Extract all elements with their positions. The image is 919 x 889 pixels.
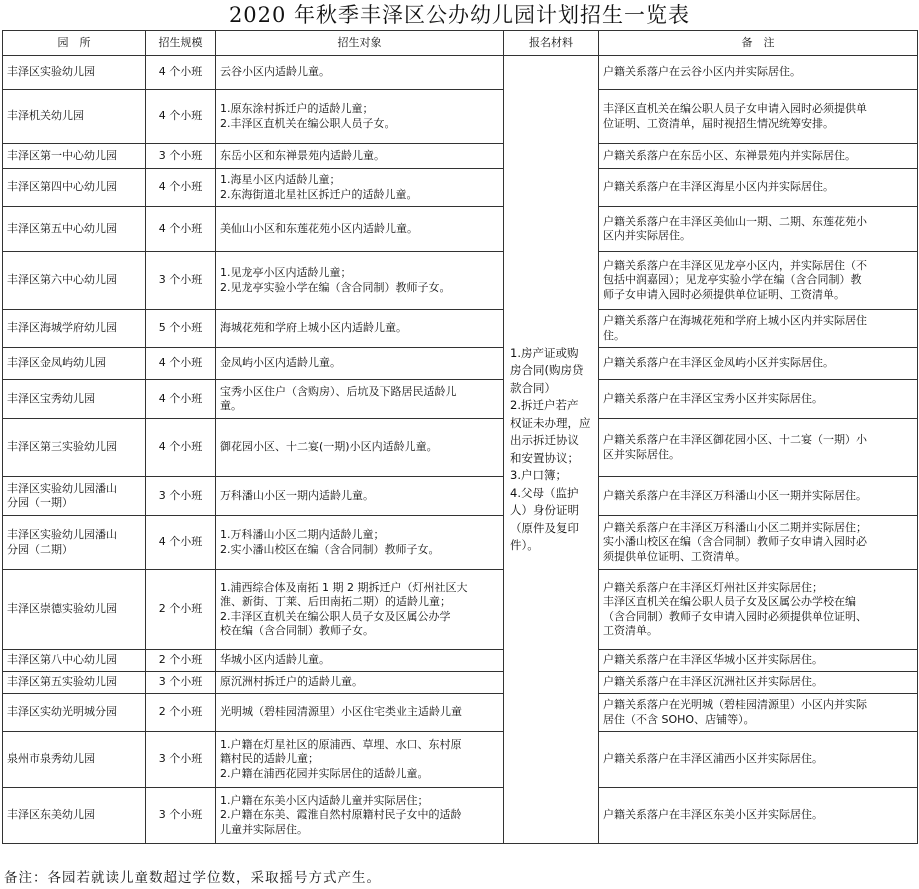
remarks-line: 户籍关系落户在丰泽区见龙亭小区内，并实际居住（不 xyxy=(603,258,867,272)
enrollment-target-line: 1.浦西综合体及南拓 1 期 2 期拆迁户（灯州社区大 xyxy=(220,580,468,594)
school-name-line: 丰泽区海城学府幼儿园 xyxy=(7,321,117,335)
remarks-cell xyxy=(599,732,918,788)
school-name-cell xyxy=(3,144,146,169)
enrollment-target-cell xyxy=(216,477,504,516)
class-count-cell: 4 个小班 xyxy=(146,419,216,477)
class-count-cell: 3 个小班 xyxy=(146,732,216,788)
header-materials: 报名材料 xyxy=(504,31,599,56)
school-name-cell xyxy=(3,207,146,252)
class-count-cell: 3 个小班 xyxy=(146,144,216,169)
table-row xyxy=(3,650,918,672)
footnote: 备注：各园若就读儿童数超过学位数，采取摇号方式产生。 xyxy=(4,870,381,886)
application-material-line: 3.户口簿； xyxy=(510,468,567,482)
enrollment-target-cell xyxy=(216,169,504,207)
school-name-line: 分园（一期） xyxy=(7,496,73,509)
enrollment-target-line: 原沉洲村拆迁户的适龄儿童。 xyxy=(220,675,363,689)
remarks-line: 须提供单位证明、工资清单。 xyxy=(603,549,746,563)
enrollment-target-line: 金凤屿小区内适龄儿童。 xyxy=(220,356,341,370)
class-count-cell: 3 个小班 xyxy=(146,672,216,694)
enrollment-target-line: 1.见龙亭小区内适龄儿童； xyxy=(220,266,352,279)
enrollment-target-cell xyxy=(216,516,504,570)
table-row xyxy=(3,207,918,252)
enrollment-target-line: 童。 xyxy=(220,399,242,412)
school-name-cell xyxy=(3,90,146,144)
remarks-cell xyxy=(599,144,918,169)
application-material-line: 房合同(购房贷 xyxy=(510,363,584,377)
remarks-cell xyxy=(599,672,918,694)
school-name-cell xyxy=(3,570,146,650)
application-material-line: 4.父母（监护 xyxy=(510,485,579,500)
table-row xyxy=(3,144,918,169)
enrollment-target-cell xyxy=(216,694,504,732)
school-name-line: 丰泽区崇德实验幼儿园 xyxy=(7,602,117,616)
school-name-line: 丰泽区第三实验幼儿园 xyxy=(7,440,117,454)
school-name-line: 丰泽区第五实验幼儿园 xyxy=(7,675,117,689)
remarks-line: 师子女申请入园时必须提供单位证明、工资清单。 xyxy=(603,287,845,301)
remarks-line: 户籍关系落户在丰泽区御花园小区、十二宴（一期）小 xyxy=(603,433,867,446)
table-row xyxy=(3,348,918,380)
table-row xyxy=(3,516,918,570)
application-material-line: 和安置协议； xyxy=(510,450,579,465)
remarks-line: 区并实际居住。 xyxy=(603,447,680,461)
class-count-cell: 3 个小班 xyxy=(146,788,216,844)
application-material-line: 人）身份证明 xyxy=(510,503,579,517)
table-row xyxy=(3,570,918,650)
table-row xyxy=(3,252,918,310)
enrollment-target-line: 万科潘山小区一期内适龄儿童。 xyxy=(220,488,374,502)
enrollment-target-line: 1.原东涂村拆迁户的适龄儿童； xyxy=(220,102,374,115)
enrollment-target-cell xyxy=(216,380,504,419)
remarks-cell xyxy=(599,788,918,844)
application-material-line: （原件及复印 xyxy=(510,520,579,535)
school-name-cell xyxy=(3,169,146,207)
enrollment-target-cell xyxy=(216,650,504,672)
remarks-cell xyxy=(599,516,918,570)
table-row xyxy=(3,90,918,144)
enrollment-target-cell xyxy=(216,348,504,380)
class-count-cell: 4 个小班 xyxy=(146,90,216,144)
enrollment-target-cell xyxy=(216,672,504,694)
application-material-line: 出示拆迁协议 xyxy=(510,433,579,447)
remarks-line: 位证明、工资清单，届时视招生情况统筹安排。 xyxy=(603,116,834,130)
school-name-cell xyxy=(3,516,146,570)
school-name-line: 丰泽区宝秀幼儿园 xyxy=(7,391,95,405)
remarks-line: 户籍关系落户在丰泽区沉洲社区并实际居住。 xyxy=(603,675,823,689)
remarks-line: 户籍关系落户在丰泽区浦西小区并实际居住。 xyxy=(603,752,823,766)
enrollment-target-line: 1.户籍在灯星社区的原浦西、草埋、水口、东村原 xyxy=(220,737,462,751)
remarks-line: 户籍关系落户在丰泽区万科潘山小区一期并实际居住。 xyxy=(603,488,867,502)
enrollment-table xyxy=(2,30,918,844)
enrollment-target-line: 海城花苑和学府上城小区内适龄儿童。 xyxy=(220,321,407,335)
enrollment-target-line: 2.实小潘山校区在编（含合同制）教师子女。 xyxy=(220,542,440,556)
school-name-cell xyxy=(3,788,146,844)
enrollment-target-cell xyxy=(216,788,504,844)
school-name-cell xyxy=(3,419,146,477)
header-target: 招生对象 xyxy=(216,31,504,56)
enrollment-target-cell xyxy=(216,56,504,90)
remarks-line: 户籍关系落户在丰泽区美仙山一期、二期、东莲花苑小 xyxy=(603,214,867,228)
table-row xyxy=(3,56,918,90)
remarks-cell xyxy=(599,380,918,419)
remarks-cell xyxy=(599,694,918,732)
school-name-cell xyxy=(3,310,146,348)
application-material-line: 款合同） xyxy=(510,380,556,395)
class-count-cell: 3 个小班 xyxy=(146,477,216,516)
class-count-cell: 4 个小班 xyxy=(146,516,216,570)
remarks-line: 户籍关系落户在丰泽区金凤屿小区并实际居住。 xyxy=(603,356,834,370)
header-notes: 备 注 xyxy=(599,31,918,56)
page-title: 2020 年秋季丰泽区公办幼儿园计划招生一览表 xyxy=(228,3,691,27)
enrollment-target-line: 2.丰泽区直机关在编公职人员子女。 xyxy=(220,116,396,130)
enrollment-target-cell xyxy=(216,252,504,310)
school-name-cell xyxy=(3,252,146,310)
school-name-line: 丰泽区东美幼儿园 xyxy=(7,808,95,822)
enrollment-target-line: 2.户籍在浦西花园并实际居住的适龄儿童。 xyxy=(220,766,429,780)
enrollment-target-line: 宝秀小区住户（含购房）、后坑及下路居民适龄儿 xyxy=(220,384,457,398)
enrollment-target-line: 2.丰泽区直机关在编公职人员子女及区属公办学 xyxy=(220,609,451,623)
school-name-line: 丰泽机关幼儿园 xyxy=(7,109,84,123)
enrollment-target-line: 2.户籍在东美、霞淮自然村原籍村民子女中的适龄 xyxy=(220,808,462,822)
school-name-cell xyxy=(3,56,146,90)
class-count-cell: 2 个小班 xyxy=(146,570,216,650)
enrollment-target-line: 美仙山小区和东莲花苑小区内适龄儿童。 xyxy=(220,221,418,235)
table-row xyxy=(3,310,918,348)
remarks-line: 丰泽区直机关在编公职人员子女申请入园时必须提供单 xyxy=(603,102,867,115)
class-count-cell: 2 个小班 xyxy=(146,650,216,672)
remarks-cell xyxy=(599,570,918,650)
table-row xyxy=(3,169,918,207)
class-count-cell: 4 个小班 xyxy=(146,169,216,207)
school-name-line: 丰泽区实验幼儿园潘山 xyxy=(7,528,117,541)
school-name-line: 丰泽区第八中心幼儿园 xyxy=(7,653,117,667)
table-row xyxy=(3,672,918,694)
remarks-cell xyxy=(599,348,918,380)
enrollment-target-line: 御花园小区、十二宴(一期)小区内适龄儿童。 xyxy=(220,440,438,454)
application-material-line: 2.拆迁户若产 xyxy=(510,398,579,412)
enrollment-target-line: 2.见龙亭实验小学在编（含合同制）教师子女。 xyxy=(220,280,451,294)
header-classes: 招生规模 xyxy=(146,31,216,56)
school-name-cell xyxy=(3,348,146,380)
remarks-line: （含合同制）教师子女申请入园时必须提供单位证明、 xyxy=(603,609,867,623)
school-name-line: 丰泽区第六中心幼儿园 xyxy=(7,273,117,287)
enrollment-target-line: 校在编（含合同制）教师子女。 xyxy=(220,624,374,637)
school-name-line: 泉州市泉秀幼儿园 xyxy=(7,752,95,766)
table-row xyxy=(3,419,918,477)
remarks-cell xyxy=(599,650,918,672)
remarks-cell xyxy=(599,90,918,144)
header-school: 园 所 xyxy=(3,31,146,56)
remarks-cell xyxy=(599,252,918,310)
enrollment-target-line: 1.万科潘山小区二期内适龄儿童； xyxy=(220,528,385,541)
enrollment-target-cell xyxy=(216,732,504,788)
remarks-cell xyxy=(599,477,918,516)
enrollment-target-line: 1.户籍在东美小区内适龄儿童并实际居住； xyxy=(220,793,429,807)
enrollment-target-line: 淮、新街、丁莱、后田南拓二期）的适龄儿童； xyxy=(220,595,451,608)
school-name-line: 丰泽区实验幼儿园潘山 xyxy=(7,481,117,495)
table-row xyxy=(3,380,918,419)
enrollment-target-cell xyxy=(216,570,504,650)
remarks-line: 住。 xyxy=(603,328,625,342)
table-row xyxy=(3,477,918,516)
school-name-cell xyxy=(3,380,146,419)
remarks-line: 户籍关系落户在丰泽区万科潘山小区二期并实际居住； xyxy=(603,520,867,534)
school-name-line: 丰泽区第五中心幼儿园 xyxy=(7,221,117,235)
enrollment-target-line: 2.东海街道北星社区拆迁户的适龄儿童。 xyxy=(220,187,418,201)
remarks-line: 户籍关系落户在丰泽区海星小区内并实际居住。 xyxy=(603,180,834,194)
school-name-line: 分园（二期） xyxy=(7,542,73,556)
school-name-cell xyxy=(3,650,146,672)
class-count-cell: 4 个小班 xyxy=(146,380,216,419)
school-name-line: 丰泽区第一中心幼儿园 xyxy=(7,148,117,162)
enrollment-target-cell xyxy=(216,419,504,477)
enrollment-target-line: 光明城（碧桂园清源里）小区住宅类业主适龄儿童 xyxy=(220,705,462,719)
remarks-line: 户籍关系落户在云谷小区内并实际居住。 xyxy=(603,65,801,79)
school-name-line: 丰泽区第四中心幼儿园 xyxy=(7,180,117,194)
class-count-cell: 4 个小班 xyxy=(146,56,216,90)
remarks-line: 户籍关系落户在丰泽区华城小区并实际居住。 xyxy=(603,653,823,667)
enrollment-target-cell xyxy=(216,310,504,348)
application-material-line: 权证未办理，应 xyxy=(510,415,591,430)
header-row xyxy=(3,31,918,56)
remarks-cell xyxy=(599,419,918,477)
enrollment-target-line: 华城小区内适龄儿童。 xyxy=(220,653,330,667)
remarks-line: 丰泽区直机关在编公职人员子女及区属公办学校在编 xyxy=(603,595,856,608)
class-count-cell: 3 个小班 xyxy=(146,252,216,310)
remarks-line: 实小潘山校区在编（含合同制）教师子女申请入园时必 xyxy=(603,535,867,549)
school-name-line: 丰泽区实幼光明城分园 xyxy=(7,705,117,719)
enrollment-target-cell xyxy=(216,207,504,252)
enrollment-target-line: 东岳小区和东禅景苑内适龄儿童。 xyxy=(220,148,385,162)
school-name-cell xyxy=(3,694,146,732)
enrollment-target-line: 云谷小区内适龄儿童。 xyxy=(220,65,330,79)
remarks-cell xyxy=(599,169,918,207)
school-name-line: 丰泽区金凤屿幼儿园 xyxy=(7,356,106,370)
school-name-line: 丰泽区实验幼儿园 xyxy=(7,65,95,79)
enrollment-target-line: 儿童并实际居住。 xyxy=(220,822,308,836)
enrollment-target-line: 籍村民的适龄儿童； xyxy=(220,752,319,766)
remarks-line: 户籍关系落户在丰泽区东美小区并实际居住。 xyxy=(603,808,823,822)
table-row xyxy=(3,732,918,788)
remarks-line: 户籍关系落户在海城花苑和学府上城小区内并实际居住 xyxy=(603,314,867,327)
application-materials-cell xyxy=(504,56,599,844)
remarks-line: 居住（不含 SOHO、店铺等）。 xyxy=(603,712,755,726)
remarks-line: 包括中润嘉园）；见龙亭实验小学在编（含合同制）教 xyxy=(603,273,862,287)
remarks-line: 工资清单。 xyxy=(603,624,658,637)
class-count-cell: 2 个小班 xyxy=(146,694,216,732)
remarks-line: 户籍关系落户在东岳小区、东禅景苑内并实际居住。 xyxy=(603,148,856,162)
application-material-line: 1.房产证或购 xyxy=(510,345,579,360)
remarks-cell xyxy=(599,207,918,252)
remarks-cell xyxy=(599,56,918,90)
class-count-cell: 4 个小班 xyxy=(146,348,216,380)
remarks-line: 户籍关系落户在丰泽区宝秀小区并实际居住。 xyxy=(603,391,823,405)
school-name-cell xyxy=(3,672,146,694)
remarks-line: 区内并实际居住。 xyxy=(603,229,691,242)
remarks-line: 户籍关系落户在光明城（碧桂园清源里）小区内并实际 xyxy=(603,698,867,711)
school-name-cell xyxy=(3,477,146,516)
application-material-line: 件）。 xyxy=(510,538,539,552)
class-count-cell: 5 个小班 xyxy=(146,310,216,348)
remarks-cell xyxy=(599,310,918,348)
enrollment-target-cell xyxy=(216,144,504,169)
school-name-cell xyxy=(3,732,146,788)
enrollment-target-cell xyxy=(216,90,504,144)
class-count-cell: 4 个小班 xyxy=(146,207,216,252)
table-row xyxy=(3,694,918,732)
table-row xyxy=(3,788,918,844)
enrollment-target-line: 1.海星小区内适龄儿童； xyxy=(220,173,341,186)
remarks-line: 户籍关系落户在丰泽区灯州社区并实际居住； xyxy=(603,580,823,594)
